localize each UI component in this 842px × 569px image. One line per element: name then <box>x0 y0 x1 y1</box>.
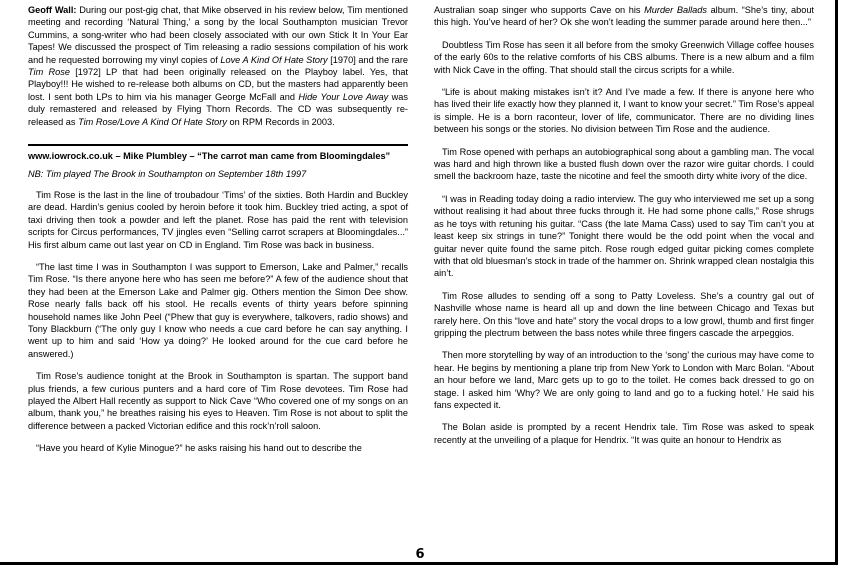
body-paragraph: Tim Rose alludes to sending off a song to Patty Loveless. She’s a country gal out of Nashville whose name is heard all up and down the line between Chicago and Texas but rarely here. On this “love and hate” story the vocal drops to a low growl, thumb and first finger gripping the plectrum between the bass notes while three fingers cascade the arpeggios. <box>434 290 814 338</box>
right-column <box>434 4 814 456</box>
page-number: 6 <box>415 547 425 562</box>
text-run: During our post-gig chat, that Mike observed in his review below, Tim mentioned meeting and recording ‘Natural Thing,’ a song by the local Southampton musician Trevor Cummins, a song-writer who had been closely associated with our own Stick It In Your Ear Tapes! We discussed the prospect of Tim releasing a radio sessions compilation of his work and he requested borrowing my vinyl copies of <box>28 5 408 65</box>
album-title: Tim Rose/Love A Kind Of Hate Story <box>78 116 227 127</box>
body-paragraph: “I was in Reading today doing a radio interview. The guy who interviewed me set up a song without realising it had about three fucks through it. He had some phone calls,” Rose shrugs as he toys with retuning his guitar. “Cass (the late Mama Cass) used to say Tim can’t you at least keep six strings in tune?” Tonight there would be the odd point when the vocal and guitar never quite found the same pitch. Rose rough edged guitar picking comes complete with that old bluesman’s stock in trade of the hammer on. Shrink wrapped clean nostalgia this ain’t. <box>434 193 814 279</box>
body-paragraph: Doubtless Tim Rose has seen it all before from the smoky Greenwich Village coffee houses of the early 60s to the relative comforts of his CBS albums. There is a new album and a film with Nick Cave in the offing. That should stall the circus scripts for a while. <box>434 39 814 75</box>
body-paragraph: “The last time I was in Southampton I was support to Emerson, Lake and Palmer,” recalls Tim Rose. “Is there anyone here who has seen me before?” A few of the audience shout that they had been at the Emerson Lake and Palmer gig. Others mention the Simon Dee show. Rose nearly falls back off his stool. He recalls events of thirty years before spinning household names like John Peel (“Phew that guy is everywhere, talkovers, radio shows) and Tony Blackburn (“The only guy I know who needs a cue card before he can say anything. I went up to him and said ‘How ya doing?’ He looked around for the cue card before he answered.) <box>28 261 408 359</box>
body-paragraph: Tim Rose opened with perhaps an autobiographical song about a gambling man. The vocal was hard and high thrown like a busted flush down over the razor wire guitar chords. I could smell the backroom haze, taste the nicotine and feel the smooth dirty white ivory of the dice. <box>434 146 814 182</box>
text-run: [1970] and the rare <box>327 54 408 65</box>
album-title: Tim Rose <box>28 67 70 78</box>
body-paragraph: Then more storytelling by way of an introduction to the ‘song’ the curious may have come to hear. He begins by mentioning a plane trip from New York to London with Marc Bolan. “About an hour before we land, Marc gets up to go to the toilet. He comes back dressed to go on stage. I asked him ‘Why? We are only going to land and go to a fucking hotel.’ He said his fans expected it. <box>434 350 814 410</box>
review-heading: www.iowrock.co.uk – Mike Plumbley – “The carrot man came from Bloomingdales” <box>28 151 391 162</box>
text-run: was duly remastered and released by Flying Thorn Records. The CD was subsequently re-released as <box>28 91 408 127</box>
review-note: NB: Tim played The Brook in Southampton on September 18th 1997 <box>28 169 307 180</box>
left-column <box>28 4 408 465</box>
body-paragraph: “Life is about making mistakes isn’t it? And I’ve made a few. If there is anyone here who has lived their life exactly how they planned it, I want to know your secret.” Tim Rose’s appeal is simple. He is a born raconteur, lover of life, communicator. There are no dividing lines between his songs or the stories. No division between Tim Rose and the audience. <box>434 87 814 135</box>
body-paragraph: “Have you heard of Kylie Minogue?” he asks raising his hand out to describe the <box>36 443 362 454</box>
album-title: Murder Ballads <box>644 5 707 15</box>
text-run: on RPM Records in 2003. <box>226 116 335 127</box>
intro-paragraph <box>28 4 408 128</box>
body-paragraph <box>434 4 814 29</box>
album-title: Hide Your Love Away <box>298 91 389 102</box>
body-paragraph: The Bolan aside is prompted by a recent Hendrix tale. Tim Rose was asked to speak recently at the unveiling of a plaque for Hendrix. “It was quite an honour to Hendrix as <box>434 422 814 445</box>
body-paragraph: Tim Rose’s audience tonight at the Brook in Southampton is spartan. The support band plus friends, a few curious punters and a hard core of Tim Rose devotees. Tim Rose had played the Albert Hall recently as support to Nick Cave “Who covered one of my songs on an album, thank you,” he breathes raising his eyes to Heaven. Tim Rose is not about to split the difference between a packed Victorian edifice and this rock’n’roll saloon. <box>28 371 408 431</box>
body-paragraph: Tim Rose is the last in the line of troubadour ‘Tims’ of the sixties. Both Hardin and Buckley are dead. Hardin’s genius cooled by heroin before it took him. Buckley tried acting, a spot of taxi driving then took a powder and left the planet. Rose has paid the rent with television scripts for Circus performances, TV jingles even “Selling carrot scrapers at Bloomingdales...” His first album came out last year on CD in England. Tim Rose was back in business. <box>28 189 408 250</box>
text-run: [1972] LP that had been originally released on the Playboy label. Yes, that Playboy!!! He wished to re-release both albums on CD, but the masters had apparently been lost. I sent both LPs to him via his manager George McFall and <box>28 67 408 102</box>
album-title: Love A Kind Of Hate Story <box>220 54 328 65</box>
text-run: Australian soap singer who supports Cave on his <box>434 5 645 15</box>
text-run: album. “She’s tiny, about this high. You’ve heard of her? Ok she won’t leading the summer parade around here then...” <box>434 5 814 28</box>
section-divider <box>28 144 408 146</box>
author-lead: Geoff Wall: <box>28 5 77 15</box>
